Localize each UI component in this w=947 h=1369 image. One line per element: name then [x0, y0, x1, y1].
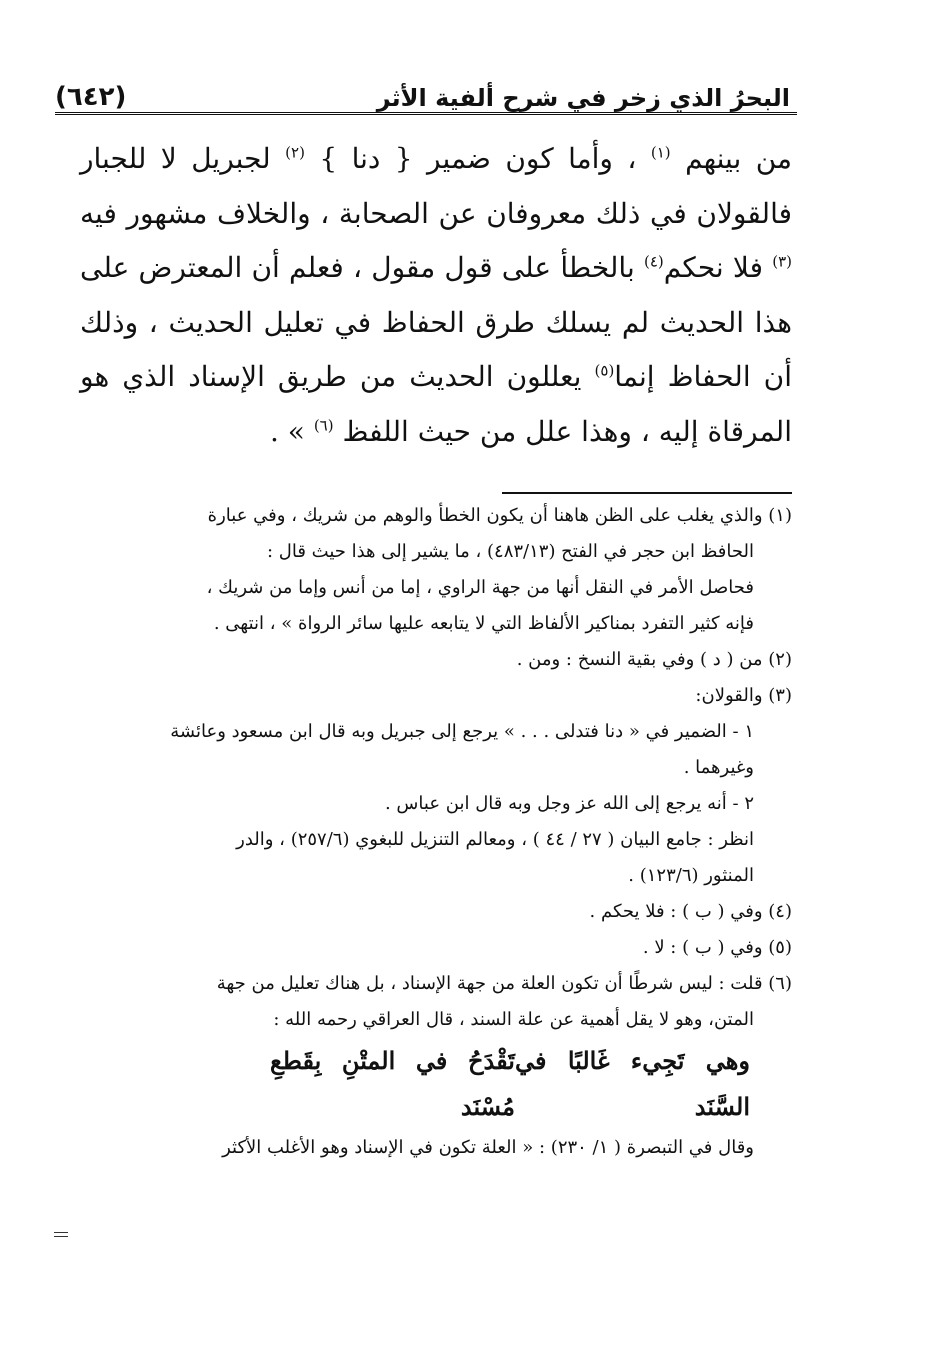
footnote-ref: (٢): [285, 143, 305, 162]
footnote-2: (٢) من ( د ) وفي بقية النسخ : ومن .: [516, 649, 792, 670]
page-header: [55, 72, 790, 112]
footnote-ref: (٥): [594, 361, 615, 380]
book-title: البحرُ الذي زخر في شرح ألفية الأثر: [376, 84, 790, 112]
page-number: (٦٤٢): [55, 82, 127, 112]
header-rule: [55, 112, 797, 115]
footnote-5: (٥) وفي ( ب ) : لا .: [642, 937, 792, 958]
footnote-separator: [502, 492, 792, 494]
footnote-3-reference: المنثور (١٢٣/٦) .: [628, 865, 754, 886]
footnote-3-item: ١ - الضمير في « دنا فتدلى . . . » يرجع إلى جبريل وبه قال ابن مسعود وعائشة: [170, 721, 754, 742]
footnote-6-line: وقال في التبصرة ( ١/ ٢٣٠) : « العلة تكون في الإسناد وهو الأغلب الأكثر: [222, 1137, 754, 1158]
margin-mark: [54, 1232, 68, 1233]
footnotes: [80, 498, 792, 1166]
footnote-1-line: الحافظ ابن حجر في الفتح (٤٨٣/١٣) ، ما يشير إلى هذا حيث قال :: [266, 541, 754, 562]
footnote-ref: (١): [650, 143, 671, 162]
footnote-6-line: (٦) قلت : ليس شرطًا أن تكون العلة من جهة الإسناد ، بل هناك تعليل من جهة: [216, 973, 792, 994]
footnote-3-reference: انظر : جامع البيان ( ٢٧ / ٤٤ ) ، ومعالم التنزيل للبغوي (٢٥٧/٦) ، والدر: [236, 829, 754, 850]
footnote-ref: (٣): [772, 252, 792, 271]
verse-first-hemistich: وهي تَجِيء غَالبًا في السَّنَد: [514, 1046, 750, 1121]
footnote-1-quote: فحاصل الأمر في النقل أنها من جهة الراوي ، إما من أنس وإما من شريك ،: [206, 577, 754, 598]
footnote-3-head: (٣) والقولان:: [695, 685, 792, 706]
footnote-ref: (٦): [313, 416, 334, 435]
footnote-6-line: المتن، وهو لا يقل أهمية عن علة السند ، قال العراقي رحمه الله :: [273, 1009, 754, 1030]
footnote-3-item: وغيرهما .: [683, 757, 754, 778]
footnote-1-line: (١) والذي يغلب على الظن هاهنا أن يكون الخطأ والوهم من شريك ، وفي عبارة: [207, 505, 792, 526]
footnote-3-item: ٢ - أنه يرجع إلى الله عز وجل وبه قال ابن عباس .: [384, 793, 754, 814]
footnote-4: (٤) وفي ( ب ) : فلا يحكم .: [589, 901, 792, 922]
margin-mark: [54, 1236, 68, 1237]
main-text: [80, 132, 792, 459]
main-line: من بينهم $^{(١)}$ ، وأما كون ضمير { دنا } $^{(٢)}$ لجبريل لا للجبار فالقولان في ذلك معروفان عن الصحابة ، والخلاف مشهور فيه $^{(٣)}$ فلا نحكم$^{(٤)}$ بالخطأ على قول مقول ، فعلم أن المعترض على هذا الحديث لم يسلك طرق الحفاظ في تعليل الحديث ، وذلك أن الحفاظ إنما$^{(٥)}$ يعللون الحديث من طريق الإسناد الذي هو المرقاة إليه ، وهذا علل من حيث اللفظ $^{(٦)}$ » .: [80, 142, 793, 448]
footnote-1-quote: فإنه كثير التفرد بمناكير الألفاظ التي لا يتابعه عليها سائر الرواة » ، انتهى .: [213, 613, 754, 634]
verse-second-hemistich: تَقْدَحُ في المتْنِ بِقَطعِ مُسْنَد: [270, 1046, 515, 1121]
footnote-ref: (٤): [643, 252, 664, 271]
poem-verse: [80, 1038, 792, 1130]
